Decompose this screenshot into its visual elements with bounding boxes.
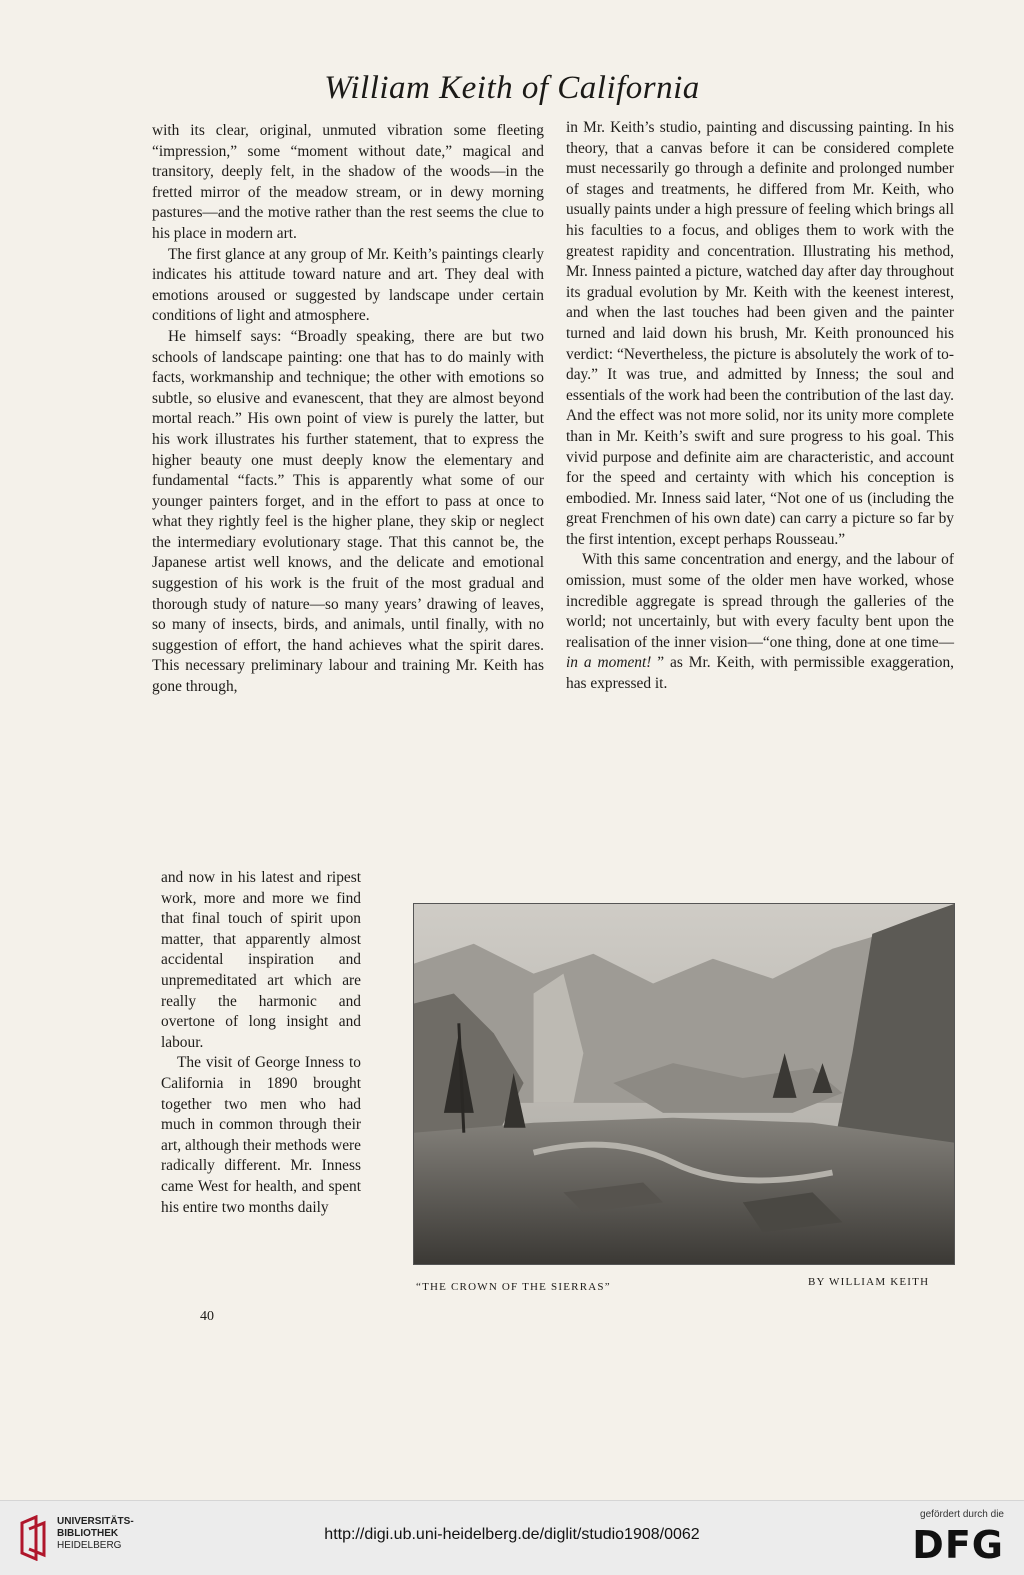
permalink-url[interactable]: http://digi.ub.uni-heidelberg.de/diglit/studio1908/0062	[324, 1526, 700, 1543]
painting-image	[414, 904, 954, 1264]
dfg-logo: DFG	[912, 1523, 1004, 1567]
paragraph: The visit of George Inness to California in 1890 brought together two men who had much in common through their art, although their methods were radically different. Mr. Inness came West for health, and spent his entire two months daily	[161, 1054, 361, 1216]
plate-caption-title: “THE CROWN OF THE SIERRAS”	[416, 1281, 611, 1293]
paragraph: in Mr. Keith’s studio, painting and discussing painting. In his theory, that a canvas before it can be considered complete must necessarily go through a definite and prolonged number of stages and treatments, he differed from Mr. Keith, who usually paints under a high pressure of feeling which brings all his faculties to a focus, and obliges them to work with the greatest rapidity and concentration. Illustrating his method, Mr. Inness painted a picture, watched day after day throughout its gradual evolution by Mr. Keith with the keenest interest, and when the last touches had been given and the painter turned and laid down his brush, Mr. Keith pronounced his verdict: “Nevertheless, the picture is absolutely the work of to-day.” It was true, and admitted by Inness; the soul and essentials of the work had been the contribution of the last day. And the effect was not more solid, nor its unity more complete than in Mr. Keith’s swift and sure progress to his goal. This vivid purpose and definite aim are characteristic, and account for the speed and certainty with which his conception is embodied. Mr. Inness said later, “Not one of us (including the great Frenchmen of his own date) can carry a picture so far by the first intention, except perhaps Rousseau.”	[566, 119, 954, 548]
paragraph-text: With this same concentration and energy, and the labour of omission, must some of the older men have worked, whose incredible aggregate is spread through the galleries of the world; not uncertainly, but with every faculty bent upon the realisation of the inner vision—“one thing, done at one time—	[566, 551, 954, 651]
library-name-line: BIBLIOTHEK	[57, 1528, 119, 1539]
paragraph: with its clear, original, unmuted vibration some fleeting “impression,” some “moment without date,” magical and transitory, deeply felt, in the shadow of the woods—in the fretted mirror of the meadow stream, or in dewy morning pastures—and the motive rather than the rest seems the clue to his place in modern art.	[152, 122, 544, 242]
funding-label: gefördert durch die	[920, 1509, 1004, 1520]
right-text-column	[566, 118, 954, 695]
narrow-text-column	[161, 868, 361, 1218]
library-name-line: UNIVERSITÄTS-	[57, 1516, 134, 1527]
left-text-column	[152, 121, 544, 698]
paragraph: and now in his latest and ripest work, more and more we find that final touch of spirit upon matter, that apparently almost accidental inspiration and unpremeditated art which are really the harmonic and overtone of long insight and labour.	[161, 869, 361, 1051]
page-number: 40	[200, 1309, 214, 1324]
running-head: William Keith of California	[324, 70, 700, 106]
paragraph-text: ” as Mr. Keith, with permissible exaggeration, has expressed it.	[566, 654, 954, 693]
paragraph-with-italic	[566, 550, 954, 694]
plate-caption-artist: BY WILLIAM KEITH	[808, 1276, 930, 1288]
library-name-line: HEIDELBERG	[57, 1540, 122, 1551]
landscape-painting-plate	[413, 903, 955, 1265]
digitization-footer	[0, 1500, 1024, 1575]
paragraph: The first glance at any group of Mr. Keith’s paintings clearly indicates his attitude toward nature and art. They deal with emotions aroused or suggested by landscape under certain conditions of light and atmosphere.	[152, 245, 544, 325]
paragraph: He himself says: “Broadly speaking, there are but two schools of landscape painting: one that has to do mainly with facts, workmanship and technique; the other with emotions so subtle, so elusive and evanescent, that they are almost beyond mortal reach.” His own point of view is purely the latter, but his work illustrates his further statement, that to express the higher beauty one must deeply know the elementary and fundamental “facts.” This is apparently what some of our younger painters forget, and in the effort to pass at once to what they rightly feel is the higher plane, they skip or neglect the intermediary evolutionary stage. That this cannot be, the Japanese artist well knows, and the delicate and emotional suggestion of his work is the fruit of the most gradual and thorough study of nature—so many years’ drawing of leaves, so many of insects, birds, and animals, until finally, with no suggestion of effort, the hand achieves what the spirit dares. This necessary preliminary labour and training Mr. Keith has gone through,	[152, 327, 544, 696]
italic-phrase: in a moment!	[566, 654, 652, 672]
